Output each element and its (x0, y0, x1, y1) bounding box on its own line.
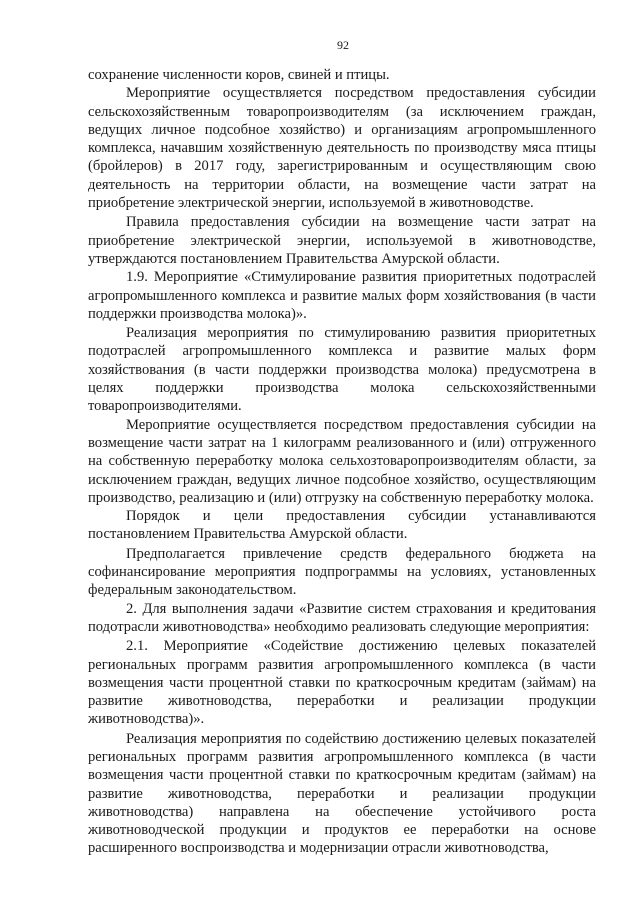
paragraph-11: Реализация мероприятия по содействию достижению целевых показателей региональных программ развития агропромышленного комплекса (в части возмещения части процентной ставки по краткосрочным кредитам (займам) на развитие животноводства, переработки и реализации продукции животноводства) направлена на обеспечение устойчивого роста животноводческой продукции и продуктов ее переработки на основе расширенного воспроизводства и модернизации отрасли животноводства, (88, 730, 596, 857)
paragraph-10: 2.1. Мероприятие «Содействие достижению целевых показателей региональных программ развития агропромышленного комплекса (в части возмещения части процентной ставки по краткосрочным кредитам (займам) на развитие животноводства, переработки и реализации продукции животноводства)». (88, 638, 596, 728)
paragraph-8: Предполагается привлечение средств федерального бюджета на софинансирование мероприятия подпрограммы на условиях, установленных федеральным законодательством. (88, 545, 596, 599)
page-number: 92 (337, 38, 349, 52)
document-body (88, 66, 596, 858)
paragraph-5: Реализация мероприятия по стимулированию развития приоритетных подотраслей агропромышленного комплекса и развитие малых форм хозяйствования (в части поддержки производства молока) предусмотрена в целях поддержки производства молока сельскохозяйственными товаропроизводителями. (88, 325, 596, 415)
paragraph-9: 2. Для выполнения задачи «Развитие систем страхования и кредитования подотрасли животноводства» необходимо реализовать следующие мероприятия: (88, 600, 596, 635)
paragraph-4: 1.9. Мероприятие «Стимулирование развития приоритетных подотраслей агропромышленного комплекса и развитие малых форм хозяйствования (в части поддержки производства молока)». (88, 269, 596, 322)
paragraph-1: сохранение численности коров, свиней и птицы. (88, 67, 390, 83)
paragraph-7: Порядок и цели предоставления субсидии устанавливаются постановлением Правительства Амурской области. (88, 508, 596, 543)
paragraph-3: Правила предоставления субсидии на возмещение части затрат на приобретение электрической энергии, используемой в животноводстве, утверждаются постановлением Правительства Амурской области. (88, 214, 596, 267)
paragraph-2: Мероприятие осуществляется посредством предоставления субсидии сельскохозяйственным товаропроизводителям (за исключением граждан, ведущих личное подсобное хозяйство) и организациям агропромышленного комплекса, начавшим хозяйственную деятельность по производству мяса птицы (бройлеров) в 2017 году, зарегистрированным и осуществляющим свою деятельность на территории области, на возмещение части затрат на приобретение электрической энергии, используемой в животноводстве. (88, 85, 596, 212)
paragraph-6: Мероприятие осуществляется посредством предоставления субсидии на возмещение части затрат на 1 килограмм реализованного и (или) отгруженного на собственную переработку молока сельхозтоваропроизводителям области, за исключением граждан, ведущих личное подсобное хозяйство, осуществляющим производство, реализацию и (или) отгрузку на собственную переработку молока. (88, 416, 596, 506)
